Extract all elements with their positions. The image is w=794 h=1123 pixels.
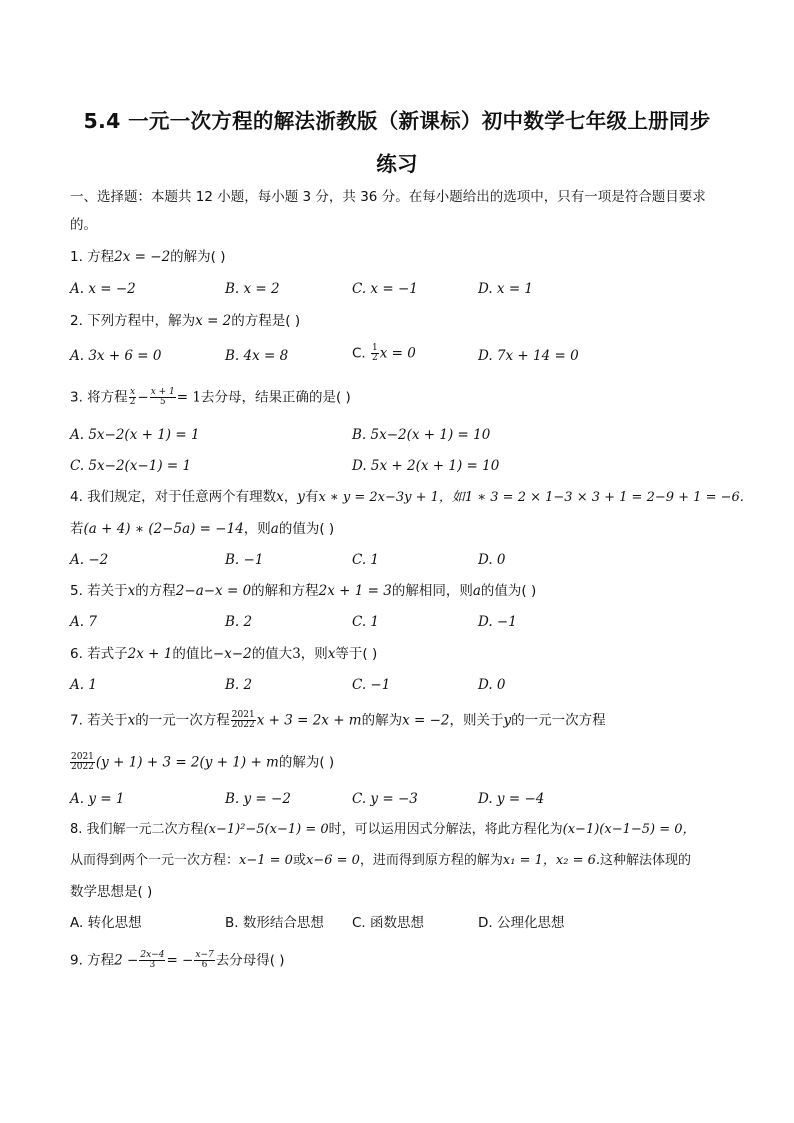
q4-stem: 4. 我们规定，对于任意两个有理数 [70, 489, 277, 505]
q1-option-a[interactable]: A. x = −2 [70, 281, 136, 297]
q3-fraction-2 [150, 388, 176, 407]
q8-or: 或 [292, 853, 306, 868]
q9-stem-end: 去分母得( ) [215, 952, 285, 969]
q5-stem: 5. 若关于 [70, 583, 128, 599]
q6-number: 3 [292, 646, 301, 662]
q5-option-b[interactable]: B. 2 [225, 614, 253, 630]
section-heading: 一、选择题：本题共 12 小题，每小题 3 分，共 36 分。在每小题给出的选项中，只有一项是符合题目要求 [70, 189, 706, 205]
q5-eq-1: 2−a−x = 0 [175, 583, 252, 599]
q3-option-c[interactable]: C. 5x−2(x−1) = 1 [70, 458, 192, 474]
fraction-denominator: 2022 [71, 762, 94, 772]
q6-option-a[interactable]: A. 1 [70, 677, 97, 693]
q4-condition: (a + 4) ∗ (2−5a) = −14 [83, 521, 244, 537]
q5-stem-end: 的值为( ) [480, 583, 537, 599]
q8-text: 时，可以运用因式分解法，将此方程化为 [328, 822, 563, 837]
q4-stem-end: 的值为( ) [278, 521, 335, 537]
q8-text-2: 从而得到两个一元一次方程： [70, 853, 240, 868]
q5-text: 的方程 [135, 583, 176, 599]
q3-stem: 3. 将方程 [70, 389, 128, 406]
q3-option-b[interactable]: B. 5x−2(x + 1) = 10 [352, 427, 491, 443]
q5-var-x: x [127, 583, 136, 599]
q8-option-d[interactable]: D. 公理化思想 [478, 915, 565, 931]
q7-option-d[interactable]: D. y = −4 [478, 791, 545, 807]
q4-definition: x ∗ y = 2x−3y + 1，如1 ∗ 3 = 2 × 1−3 × 3 + 1 = 2−9 + 1 = −6. [318, 490, 744, 505]
q3-fraction-1 [129, 388, 137, 407]
fraction-numerator: x−7 [195, 950, 214, 960]
question-9 [70, 951, 285, 970]
q6-stem-end: 等于( ) [335, 646, 378, 662]
q4-var-a: a [270, 521, 279, 537]
question-8 [70, 821, 696, 839]
q8-solutions: x₁ = 1，x₂ = 6. [502, 853, 600, 868]
fraction-numerator: 2021 [71, 752, 94, 762]
q7-text-2: 的解为 [361, 712, 403, 729]
question-3 [70, 388, 351, 407]
question-4-cont [70, 520, 334, 538]
q7-text-4: 的一元一次方程 [511, 712, 606, 729]
question-5 [70, 582, 536, 600]
q4-if: 若 [70, 521, 84, 537]
q2-option-a[interactable]: A. 3x + 6 = 0 [70, 348, 162, 364]
q8-text-4: 这种解法体现的 [600, 853, 692, 868]
question-7 [70, 711, 606, 730]
q5-option-d[interactable]: D. −1 [478, 614, 517, 630]
q5-eq-2: 2x + 1 = 3 [318, 583, 392, 599]
fraction-denominator: 6 [201, 960, 208, 970]
q5-option-a[interactable]: A. 7 [70, 614, 97, 630]
q4-option-a[interactable]: A. −2 [70, 552, 109, 568]
q7-eq-2: x = −2 [402, 712, 450, 729]
q6-stem: 6. 若式子 [70, 646, 128, 662]
q4-comma: ， [283, 489, 298, 505]
q7-stem-end: 的解为( ) [278, 754, 335, 771]
fraction-numerator: x + 1 [150, 387, 175, 397]
q5-text-3: 的解相同，则 [391, 583, 473, 599]
question-1 [70, 248, 226, 266]
q1-option-b[interactable]: B. x = 2 [225, 281, 280, 297]
q7-eq-1: x + 3 = 2x + m [256, 712, 362, 729]
fraction-denominator: 3 [149, 960, 156, 970]
q8-eq-3: x−1 = 0 [239, 853, 293, 868]
q4-option-d[interactable]: D. 0 [478, 552, 506, 568]
q2-stem-end: 的方程是( ) [231, 313, 301, 329]
q2-option-c-fraction [371, 344, 379, 363]
fraction-numerator: x [130, 387, 136, 397]
q7-option-a[interactable]: A. y = 1 [70, 791, 125, 807]
q2-option-b[interactable]: B. 4x = 8 [225, 348, 289, 364]
q4-var-x: x [276, 489, 284, 505]
q8-eq-1: (x−1)²−5(x−1) = 0 [203, 822, 329, 837]
q3-equals: = 1 [176, 389, 201, 406]
q2-option-c[interactable] [352, 344, 416, 363]
q6-expr-2: −x−2 [212, 646, 252, 662]
q8-option-c[interactable]: C. 函数思想 [352, 915, 425, 931]
q7-var-x: x [127, 712, 136, 729]
q9-equals: = − [166, 952, 194, 969]
q2-option-c-expr: x = 0 [379, 345, 416, 362]
q7-text-3: ，则关于 [449, 712, 504, 729]
q9-fraction-1 [139, 951, 165, 970]
question-7-cont [70, 753, 334, 772]
question-8-end: 数学思想是( ) [70, 884, 153, 900]
q7-var-y: y [503, 712, 512, 729]
q6-option-d[interactable]: D. 0 [478, 677, 506, 693]
fraction-denominator: 5 [159, 397, 166, 407]
q7-stem: 7. 若关于 [70, 712, 128, 729]
q3-option-d[interactable]: D. 5x + 2(x + 1) = 10 [352, 458, 500, 474]
q6-text: 的值比 [172, 646, 213, 662]
q4-option-b[interactable]: B. −1 [225, 552, 264, 568]
q8-option-b[interactable]: B. 数形结合思想 [225, 915, 324, 931]
q4-then: ，则 [243, 521, 271, 537]
q3-option-a[interactable]: A. 5x−2(x + 1) = 1 [70, 427, 200, 443]
q8-stem: 8. 我们解一元二次方程 [70, 822, 204, 837]
fraction-denominator: 2 [129, 397, 136, 407]
q8-option-a[interactable]: A. 转化思想 [70, 915, 142, 931]
fraction-numerator: 2021 [231, 710, 255, 720]
q2-option-c-label: C. [352, 345, 366, 362]
q1-stem: 1. 方程 [70, 249, 115, 265]
fraction-numerator: 2x−4 [140, 950, 165, 960]
q2-option-d[interactable]: D. 7x + 14 = 0 [478, 348, 579, 364]
q4-var-y: y [297, 489, 305, 505]
q6-option-c[interactable]: C. −1 [352, 677, 391, 693]
q3-stem-end: 去分母，结果正确的是( ) [201, 389, 351, 406]
q1-stem-end: 的解为( ) [170, 249, 226, 265]
q6-var-x: x [327, 646, 336, 662]
q1-option-d[interactable]: D. x = 1 [478, 281, 534, 297]
q8-text-3: ，进而得到原方程的解为 [359, 853, 503, 868]
q1-option-c[interactable]: C. x = −1 [352, 281, 418, 297]
q7-text: 的一元一次方程 [135, 712, 230, 729]
q7-option-c[interactable]: C. y = −3 [352, 791, 418, 807]
minus-sign: − [137, 389, 149, 406]
q9-stem: 9. 方程 [70, 952, 115, 969]
fraction-denominator: 2022 [231, 720, 255, 730]
q9-fraction-2 [194, 951, 214, 970]
q6-option-b[interactable]: B. 2 [225, 677, 253, 693]
question-2 [70, 312, 300, 330]
q6-text-3: ，则 [300, 646, 328, 662]
q5-var-a: a [472, 583, 481, 599]
q7-fraction-2 [70, 753, 95, 772]
q4-option-c[interactable]: C. 1 [352, 552, 380, 568]
q2-expr: x = 2 [195, 313, 232, 329]
q9-expr: 2 − [114, 952, 139, 969]
question-8-cont [70, 852, 691, 870]
q6-expr-1: 2x + 1 [127, 646, 173, 662]
fraction-numerator: 1 [372, 343, 378, 353]
q2-stem: 2. 下列方程中，解为 [70, 313, 196, 329]
q5-text-2: 的解和方程 [251, 583, 319, 599]
q7-fraction [231, 711, 256, 730]
q7-option-b[interactable]: B. y = −2 [225, 791, 291, 807]
q7-eq-3: (y + 1) + 3 = 2(y + 1) + m [95, 754, 279, 771]
page-title-cont: 练习 [376, 152, 418, 176]
q5-option-c[interactable]: C. 1 [352, 614, 380, 630]
question-4 [70, 488, 744, 507]
q8-eq-4: x−6 = 0 [305, 853, 360, 868]
section-heading-cont: 的。 [70, 217, 97, 233]
page-title: 5.4 一元一次方程的解法浙教版（新课标）初中数学七年级上册同步 [83, 109, 711, 133]
fraction-denominator: 2 [372, 353, 378, 363]
q6-text-2: 的值大 [251, 646, 293, 662]
q4-you: 有 [304, 489, 319, 505]
question-6 [70, 645, 377, 663]
q1-expr: 2x = −2 [114, 249, 171, 265]
q8-eq-2: (x−1)(x−1−5) = 0， [562, 822, 696, 837]
